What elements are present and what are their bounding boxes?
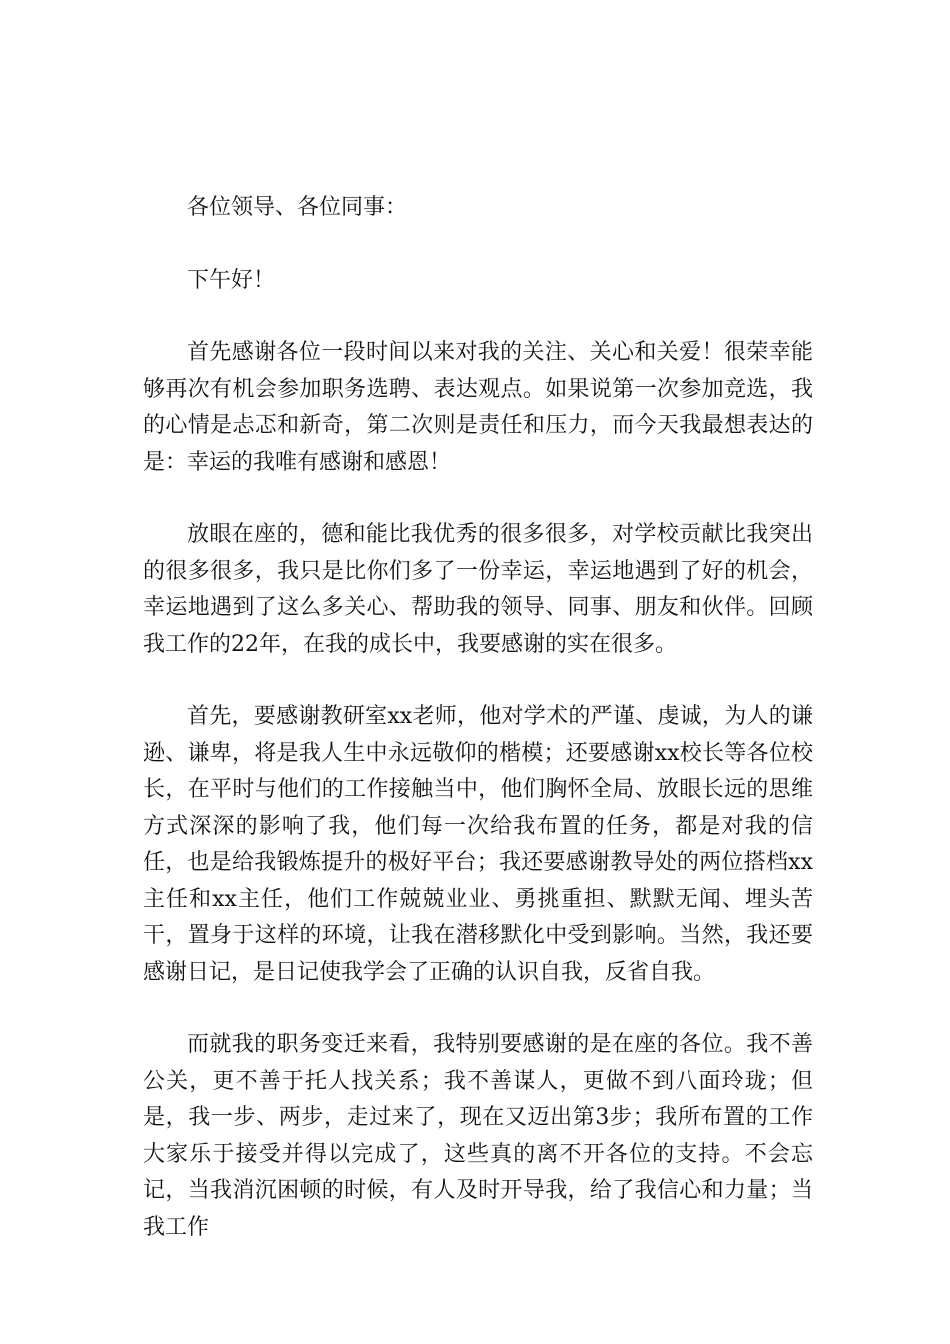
paragraph: 首先，要感谢教研室xx老师，他对学术的严谨、虔诚，为人的谦逊、谦卑，将是我人生中永远敬仰的楷模；还要感谢xx校长等各位校长，在平时与他们的工作接触当中，他们胸怀全局、放眼长远的思维方式深深的影响了我，他们每一次给我布置的任务，都是对我的信任，也是给我锻炼提升的极好平台；我还要感谢教导处的两位搭档xx主任和xx主任，他们工作兢兢业业、勇挑重担、默默无闻、埋头苦干，置身于这样的环境，让我在潜移默化中受到影响。当然，我还要感谢日记，是日记使我学会了正确的认识自我，反省自我。	[143, 704, 813, 985]
paragraph: 而就我的职务变迁来看，我特别要感谢的是在座的各位。我不善公关，更不善于托人找关系；我不善谋人，更做不到八面玲珑；但是，我一步、两步，走过来了，现在又迈出第3步；我所布置的工作大家乐于接受并得以完成了，这些真的离不开各位的支持。不会忘记，当我消沉困顿的时候，有人及时开导我，给了我信心和力量；当我工作	[143, 1032, 813, 1240]
salutation: 各位领导、各位同事：	[187, 195, 408, 220]
document-body	[143, 190, 813, 1282]
greeting: 下午好！	[187, 267, 276, 293]
paragraph: 放眼在座的，德和能比我优秀的很多很多，对学校贡献比我突出的很多很多，我只是比你们多了一份幸运，幸运地遇到了好的机会，幸运地遇到了这么多关心、帮助我的领导、同事、朋友和伙伴。回顾我工作的22年，在我的成长中，我要感谢的实在很多。	[143, 522, 813, 657]
paragraph: 首先感谢各位一段时间以来对我的关注、关心和关爱！很荣幸能够再次有机会参加职务选聘、表达观点。如果说第一次参加竞选，我的心情是忐忑和新奇，第二次则是责任和压力，而今天我最想表达的是：幸运的我唯有感谢和感恩！	[143, 340, 813, 475]
